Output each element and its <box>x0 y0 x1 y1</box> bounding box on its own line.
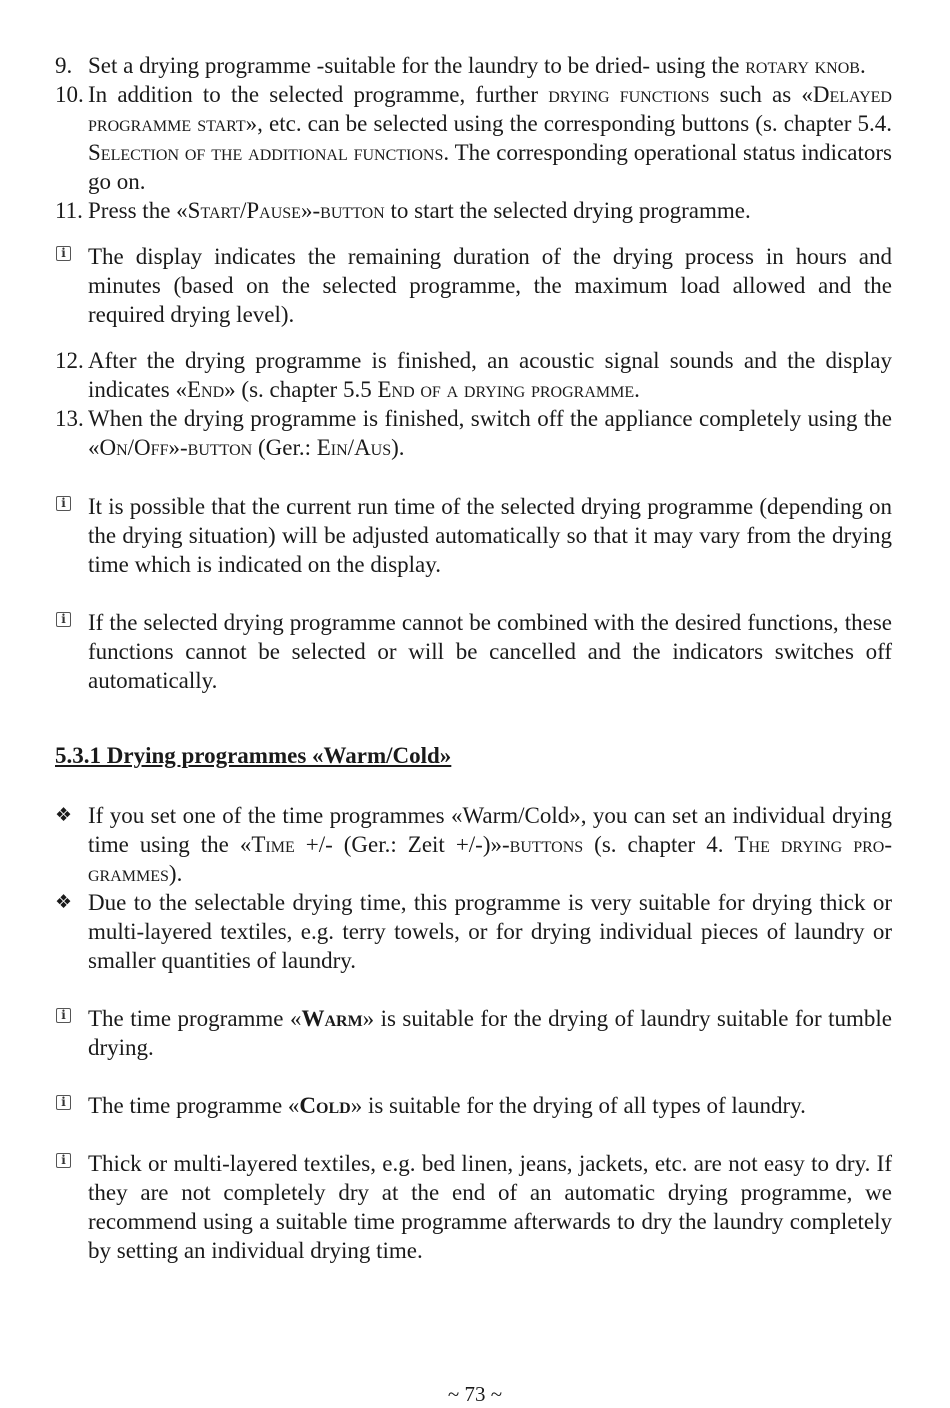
bullet-text: If you set one of the time programmes «Warm/Cold», you can set an individual drying time using the «Time +/- (Ger.: Zeit +/-)»-buttons (s. chapter 4. The drying pro-grammes). <box>88 803 892 886</box>
info-note <box>55 1091 892 1120</box>
page-number: ~ 73 ~ <box>447 1382 503 1406</box>
bullet-text: Due to the selectable drying time, this programme is very suitable for drying thick or multi-layered textiles, e.g. terry towels, or for drying individual pieces of laundry or smaller quantities of laundry. <box>88 890 892 973</box>
list-item <box>55 51 892 80</box>
page-body <box>55 51 892 1265</box>
info-note <box>55 1149 892 1265</box>
note-text: If the selected drying programme cannot be combined with the desired functions, these functions cannot be selected or will be cancelled and the indicators switches off automatically. <box>88 610 892 693</box>
item-number: 9. <box>55 53 73 78</box>
bullet-item <box>55 801 892 888</box>
item-text: When the drying programme is finished, switch off the appliance completely using the «On/Off»-button (Ger.: Ein/Aus). <box>88 406 892 460</box>
list-item <box>55 80 892 196</box>
note-text: The display indicates the remaining duration of the drying process in hours and minutes (based on the selected programme, the maximum load allowed and the required drying level). <box>88 244 892 327</box>
info-icon: i <box>56 612 71 627</box>
item-number: 10. <box>55 82 84 107</box>
bullet-item <box>55 888 892 975</box>
info-icon: i <box>56 496 71 511</box>
item-text: Press the «Start/Pause»-button to start the selected drying programme. <box>88 198 751 223</box>
diamond-bullet-icon: ❖ <box>55 891 73 913</box>
info-note <box>55 1004 892 1062</box>
list-item <box>55 346 892 404</box>
note-text: The time programme «Warm» is suitable for the drying of laundry suitable for tumble drying. <box>88 1006 892 1060</box>
info-note <box>55 492 892 579</box>
info-icon: i <box>56 1153 71 1168</box>
note-text: Thick or multi-layered textiles, e.g. bed linen, jeans, jackets, etc. are not easy to dry. If they are not completely dry at the end of an automatic drying programme, we recommend using a suitable time programme afterwards to dry the laundry completely by setting an individual drying time. <box>88 1151 892 1263</box>
item-text: In addition to the selected programme, further drying functions such as «Delayed programme start», etc. can be selected using the corresponding buttons (s. chapter 5.4. Selection of the additional functions. The corresponding operational status indicators go on. <box>88 82 893 194</box>
item-number: 11. <box>55 198 83 223</box>
info-note <box>55 608 892 695</box>
note-text: It is possible that the current run time of the selected drying programme (depending on the drying situation) will be adjusted automatically so that it may vary from the drying time which is indicated on the display. <box>88 494 892 577</box>
list-item <box>55 196 892 225</box>
item-number: 13. <box>55 406 84 431</box>
info-icon: i <box>56 1095 71 1110</box>
diamond-bullet-icon: ❖ <box>55 804 73 826</box>
note-text: The time programme «Cold» is suitable for the drying of all types of laundry. <box>88 1093 806 1118</box>
section-heading: 5.3.1 Drying programmes «Warm/Cold» <box>55 743 452 768</box>
item-number: 12. <box>55 348 84 373</box>
item-text: Set a drying programme -suitable for the laundry to be dried- using the rotary knob. <box>88 53 866 78</box>
info-icon: i <box>56 1008 71 1023</box>
info-note <box>55 242 892 329</box>
item-text: After the drying programme is finished, an acoustic signal sounds and the display indicates «End» (s. chapter 5.5 End of a drying programme. <box>88 348 892 402</box>
info-icon: i <box>56 246 71 261</box>
list-item <box>55 404 892 462</box>
